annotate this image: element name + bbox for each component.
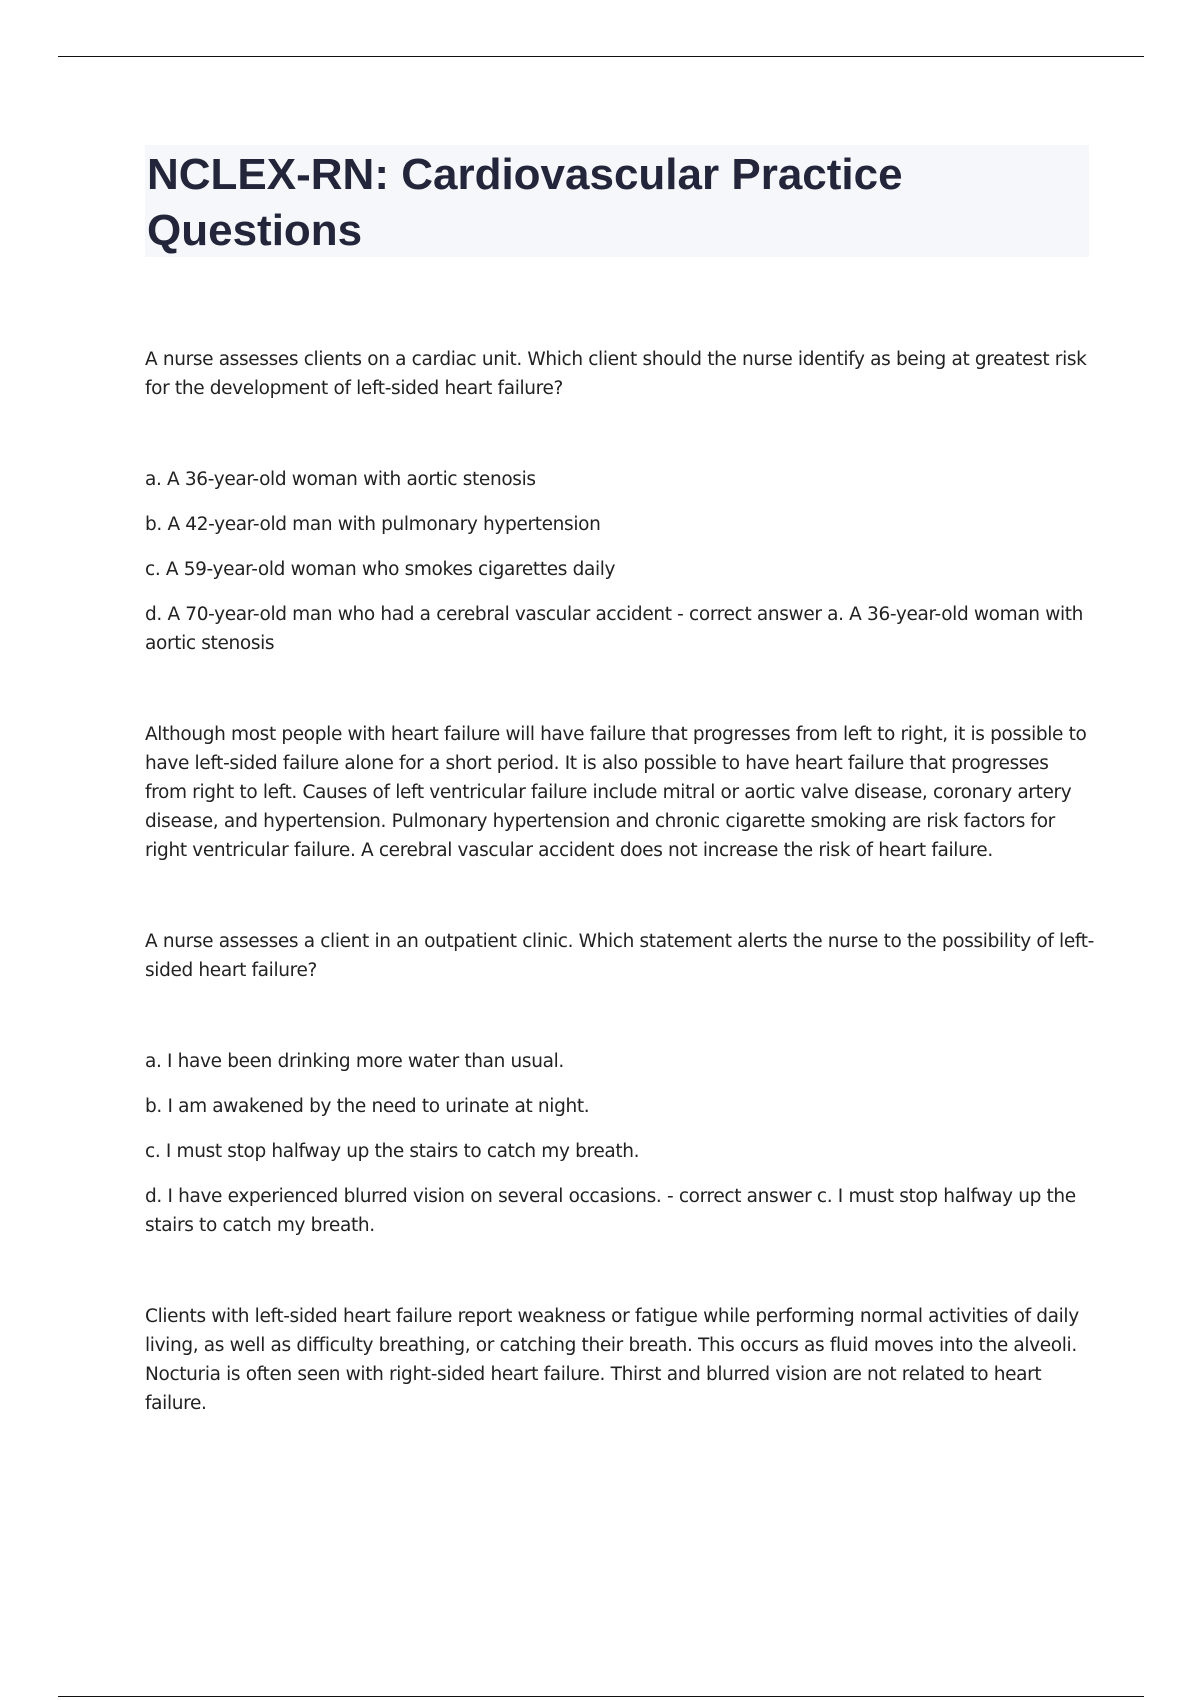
- answer-option: b. I am awakened by the need to urinate at night.: [145, 1096, 590, 1117]
- question-1: [145, 345, 1095, 865]
- answer-option-with-correct-answer: d. I have experienced blurred vision on several occasions. - correct answer c. I must stop halfway up the stairs to catch my breath.: [145, 1186, 1076, 1236]
- answer-option: a. A 36-year-old woman with aortic stenosis: [145, 469, 536, 490]
- answer-rationale: Although most people with heart failure will have failure that progresses from left to right, it is possible to have left-sided failure alone for a short period. It is also possible to have heart failure that progresses from right to left. Causes of left ventricular failure include mitral or aortic valve disease, coronary artery disease, and hypertension. Pulmonary hypertension and chronic cigarette smoking are risk factors for right ventricular failure. A cerebral vascular accident does not increase the risk of heart failure.: [145, 724, 1087, 861]
- top-rule: [58, 56, 1144, 57]
- answer-option: a. I have been drinking more water than usual.: [145, 1051, 564, 1072]
- page-title: NCLEX-RN: Cardiovascular Practice Questions: [147, 150, 903, 255]
- answer-option-with-correct-answer: d. A 70-year-old man who had a cerebral vascular accident - correct answer a. A 36-year-old woman with aortic stenosis: [145, 604, 1084, 654]
- question-stem: A nurse assesses a client in an outpatient clinic. Which statement alerts the nurse to the possibility of left-sided heart failure?: [145, 931, 1094, 981]
- answer-option: b. A 42-year-old man with pulmonary hypertension: [145, 514, 601, 535]
- title-banner: [145, 145, 1089, 257]
- question-stem: A nurse assesses clients on a cardiac unit. Which client should the nurse identify as being at greatest risk for the development of left-sided heart failure?: [145, 349, 1087, 399]
- answer-rationale: Clients with left-sided heart failure report weakness or fatigue while performing normal activities of daily living, as well as difficulty breathing, or catching their breath. This occurs as fluid moves into the alveoli. Nocturia is often seen with right-sided heart failure. Thirst and blurred vision are not related to heart failure.: [145, 1306, 1079, 1414]
- document-body: [145, 345, 1095, 1480]
- answer-option: c. A 59-year-old woman who smokes cigarettes daily: [145, 559, 616, 580]
- answer-option: c. I must stop halfway up the stairs to catch my breath.: [145, 1141, 640, 1162]
- bottom-rule: [58, 1696, 1144, 1697]
- question-2: [145, 927, 1095, 1418]
